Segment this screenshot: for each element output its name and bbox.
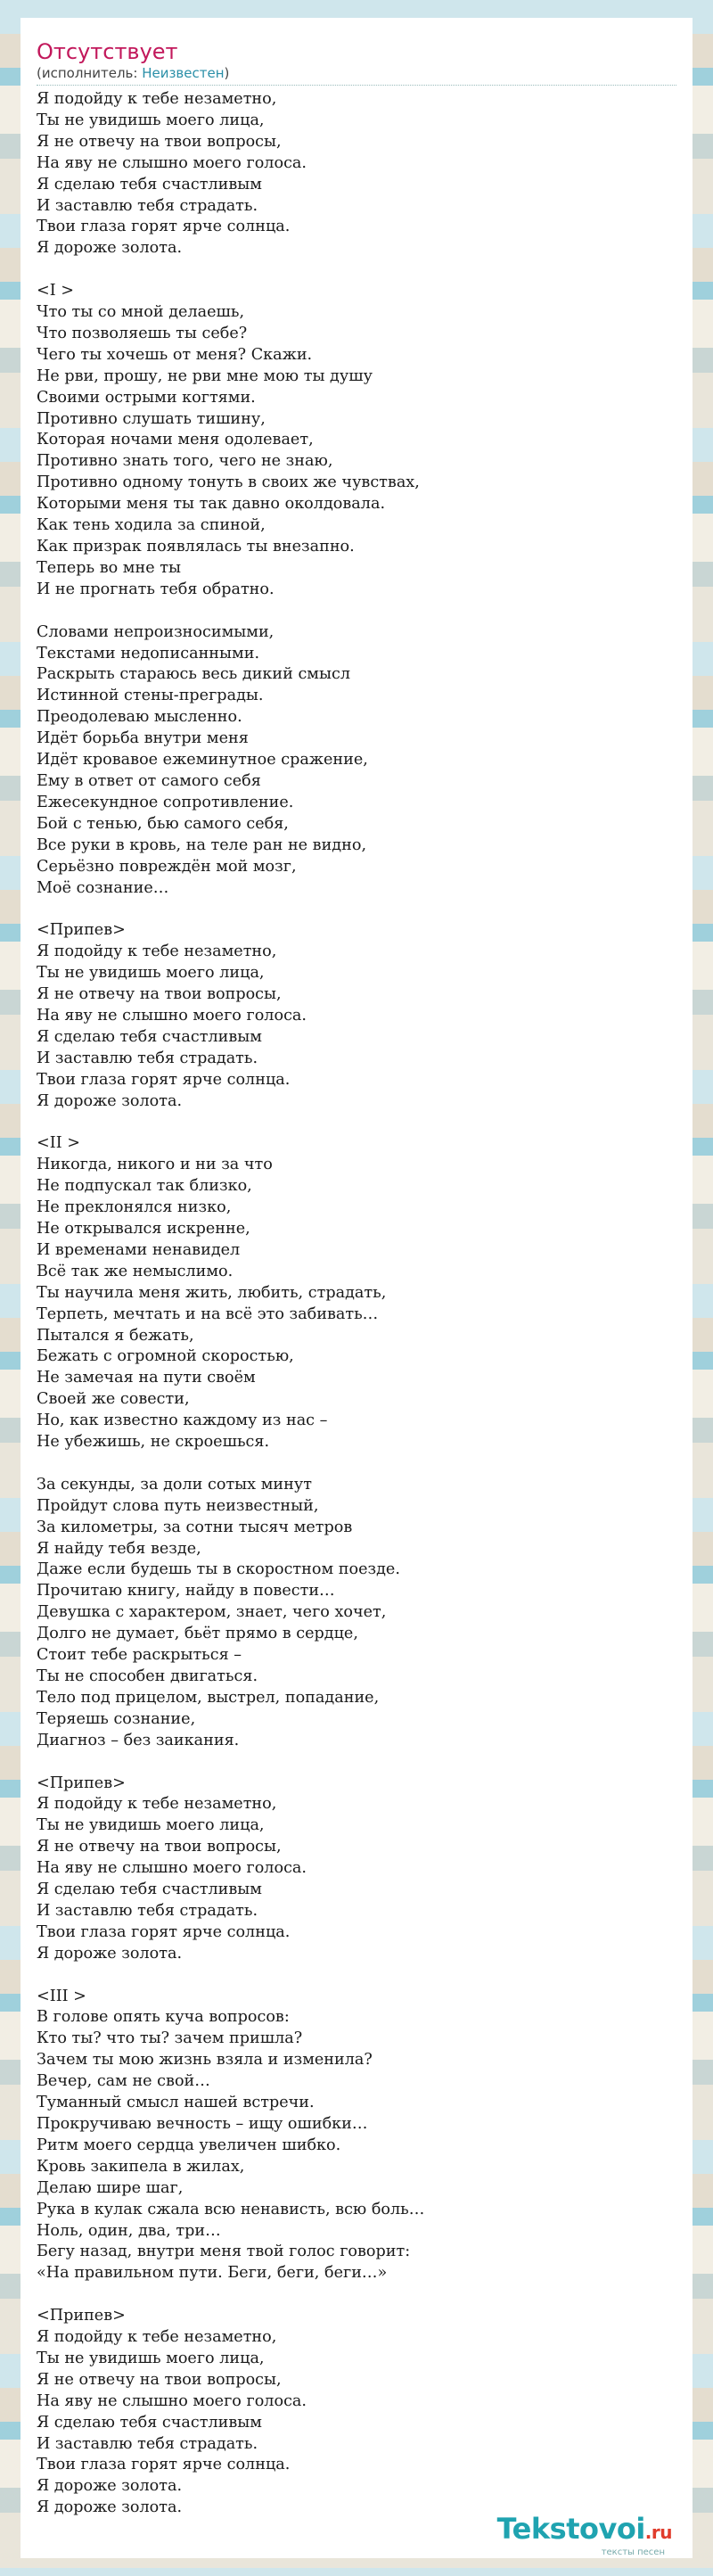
lyric-line: Которая ночами меня одолевает, [37,431,314,449]
lyric-line [37,1965,676,1987]
lyric-line: Ты научила меня жить, любить, страдать, [37,1283,387,1302]
lyric-line: Стоит тебе раскрыться – [37,1646,242,1665]
lyric-line: Я дороже золота. [37,2477,183,2496]
lyric-line [37,259,676,281]
lyric-line: Туманный смысл нашей встречи. [37,2094,315,2112]
lyrics-text [37,89,676,2519]
lyric-line: Как призрак появлялась ты внезапно. [37,538,355,556]
logo-tld: .ru [644,2522,672,2543]
lyric-line: Раскрыть стараюсь весь дикий смысл [37,665,351,684]
lyric-line: Моё сознание… [37,878,169,897]
lyric-line: Я не отвечу на твои вопросы, [37,132,282,151]
lyric-line: Бегу назад, внутри меня твой голос говорит: [37,2243,411,2261]
lyric-line: Всё так же немыслимо. [37,1262,234,1280]
lyric-line: Я сделаю тебя счастливым [37,1027,262,1046]
artist-link[interactable]: Неизвестен [142,65,225,81]
lyric-line: Я дороже золота. [37,1091,183,1110]
lyric-line: Рука в кулак сжала всю ненависть, всю боль… [37,2200,425,2218]
lyric-line: Я не отвечу на твои вопросы, [37,1838,282,1856]
lyric-line: Текстами недописанными. [37,644,260,663]
lyric-line [37,601,676,622]
lyric-line: Ноль, один, два, три… [37,2221,221,2240]
lyric-line: Долго не думает, бьёт прямо в сердце, [37,1625,358,1643]
lyric-line [37,899,676,920]
lyric-line: Я не отвечу на твои вопросы, [37,2370,282,2389]
lyric-line: Противно одному тонуть в своих же чувствах, [37,473,420,492]
lyric-line: И не прогнать тебя обратно. [37,580,275,598]
lyric-line: Твои глаза горят ярче солнца. [37,1070,291,1089]
lyric-line: За километры, за сотни тысяч метров [37,1518,353,1536]
lyric-line: Я дороже золота. [37,1944,183,1963]
lyric-line: <I > [37,282,75,300]
lyric-line: Тело под прицелом, выстрел, попадание, [37,1688,380,1707]
lyric-line: Чего ты хочешь от меня? Скажи. [37,345,313,364]
lyric-line: Я дороже золота. [37,239,183,258]
site-logo[interactable] [497,2514,672,2558]
lyric-line: Вечер, сам не свой… [37,2072,210,2091]
lyric-line: Я подойду к тебе незаметно, [37,1795,277,1814]
lyric-line: Я подойду к тебе незаметно, [37,2328,277,2347]
lyric-line: На яву не слышно моего голоса. [37,153,307,172]
lyric-line: Не замечая на пути своём [37,1369,256,1387]
lyric-line: На яву не слышно моего голоса. [37,2391,307,2410]
lyric-line: <Припев> [37,1774,126,1792]
lyric-line: Но, как известно каждому из нас – [37,1411,328,1430]
lyric-line: Зачем ты мою жизнь взяла и изменила? [37,2051,373,2070]
lyric-line [37,1752,676,1774]
lyric-line: Терпеть, мечтать и на всё это забивать… [37,1304,379,1323]
lyric-line: Которыми меня ты так давно околдовала. [37,495,386,514]
lyrics-page [20,18,693,2558]
lyric-line: Я не отвечу на твои вопросы, [37,985,282,1004]
lyric-line: Ты не увидишь моего лица, [37,2349,265,2367]
artist-line [37,64,676,86]
lyric-line: «На правильном пути. Беги, беги, беги…» [37,2264,388,2283]
lyric-line: И заставлю тебя страдать. [37,1901,258,1920]
lyric-line: Теряешь сознание, [37,1709,196,1728]
lyric-line: Не открывался искренне, [37,1219,250,1238]
lyric-line: Своими острыми когтями. [37,388,256,407]
lyric-line: Не подпускал так близко, [37,1177,252,1196]
lyric-line: Не убежишь, не скроешься. [37,1433,270,1452]
logo-tagline: тексты песен [601,2547,665,2557]
lyric-line: Пытался я бежать, [37,1326,194,1345]
logo-name: Tekstovoi [496,2512,645,2546]
lyric-line [37,1453,676,1475]
lyric-line: Твои глаза горят ярче солнца. [37,1922,291,1941]
lyric-line: Не рви, прошу, не рви мне мою ты душу [37,366,373,385]
lyric-line: Преодолеваю мысленно. [37,708,242,727]
lyric-line: Прочитаю книгу, найду в повести… [37,1582,335,1601]
lyric-line: Своей же совести, [37,1390,190,1409]
lyric-line: Делаю шире шаг, [37,2178,184,2197]
lyric-line: Бежать с огромной скоростью, [37,1347,294,1366]
lyric-line: Ты не увидишь моего лица, [37,964,265,983]
lyric-line: Ты не увидишь моего лица, [37,1816,265,1835]
lyric-line: Противно слушать тишину, [37,409,266,428]
lyric-line: Твои глаза горят ярче солнца. [37,218,291,236]
lyric-line: Я дороже золота. [37,2498,183,2517]
lyric-line: <II > [37,1134,80,1153]
lyric-line: И заставлю тебя страдать. [37,1049,258,1067]
lyric-line: Идёт борьба внутри меня [37,729,249,748]
lyric-line [37,1112,676,1133]
lyric-line: Серьёзно повреждён мой мозг, [37,857,297,876]
lyric-line: Ритм моего сердца увеличен шибко. [37,2136,341,2154]
lyric-line: Кровь закипела в жилах, [37,2157,245,2176]
lyric-line: Противно знать того, чего не знаю, [37,452,333,471]
lyric-line: Прокручиваю вечность – ищу ошибки… [37,2114,368,2133]
lyric-line: Как тень ходила за спиной, [37,516,266,535]
lyric-line: Пройдут слова путь неизвестный, [37,1496,319,1515]
lyric-line: Идёт кровавое ежеминутное сражение, [37,751,368,770]
lyric-line: Кто ты? что ты? зачем пришла? [37,2029,303,2048]
lyric-line: Бой с тенью, бью самого себя, [37,814,289,833]
lyric-line: Теперь во мне ты [37,558,181,577]
lyric-line: Не преклонялся низко, [37,1198,232,1217]
lyric-line: <Припев> [37,2307,126,2325]
lyric-line: Я подойду к тебе незаметно, [37,942,277,961]
lyric-line: И заставлю тебя страдать. [37,2434,258,2453]
artist-suffix: ) [224,65,230,81]
lyric-line: За секунды, за доли сотых минут [37,1475,312,1494]
lyric-line: Ты не способен двигаться. [37,1667,258,1685]
lyric-line: Твои глаза горят ярче солнца. [37,2456,291,2474]
lyric-line: Словами непроизносимыми, [37,622,275,641]
lyric-line: Никогда, никого и ни за что [37,1156,273,1174]
lyric-line: Диагноз – без заикания. [37,1731,240,1749]
artist-prefix: (исполнитель: [37,65,143,81]
lyric-line: Я найду тебя везде, [37,1539,201,1558]
lyric-line: Истинной стены-преграды. [37,687,264,705]
logo-wordmark [497,2514,672,2547]
lyric-line: В голове опять куча вопросов: [37,2008,290,2027]
lyric-line: На яву не слышно моего голоса. [37,1006,307,1025]
lyric-line: <III > [37,1987,86,2005]
lyric-line: На яву не слышно моего голоса. [37,1859,307,1878]
lyric-line: <Припев> [37,921,126,940]
lyric-line: И временами ненавидел [37,1240,241,1259]
lyric-line: Я сделаю тебя счастливым [37,175,262,193]
lyric-line [37,2284,676,2306]
lyric-line: Ты не увидишь моего лица, [37,111,265,129]
lyric-line: Ему в ответ от самого себя [37,771,261,790]
lyric-line: Даже если будешь ты в скоростном поезде. [37,1560,400,1579]
lyric-line: Я сделаю тебя счастливым [37,2413,262,2432]
lyric-line: И заставлю тебя страдать. [37,196,258,215]
lyric-line: Ежесекундное сопротивление. [37,793,294,811]
lyric-line: Я подойду к тебе незаметно, [37,90,277,108]
lyric-line: Что ты со мной делаешь, [37,303,245,322]
lyric-line: Я сделаю тебя счастливым [37,1881,262,1899]
lyric-line: Девушка с характером, знает, чего хочет, [37,1603,387,1622]
lyric-line: Все руки в кровь, на теле ран не видно, [37,835,367,854]
lyric-line: Что позволяешь ты себе? [37,324,248,342]
song-title: Отсутствует [37,39,178,64]
